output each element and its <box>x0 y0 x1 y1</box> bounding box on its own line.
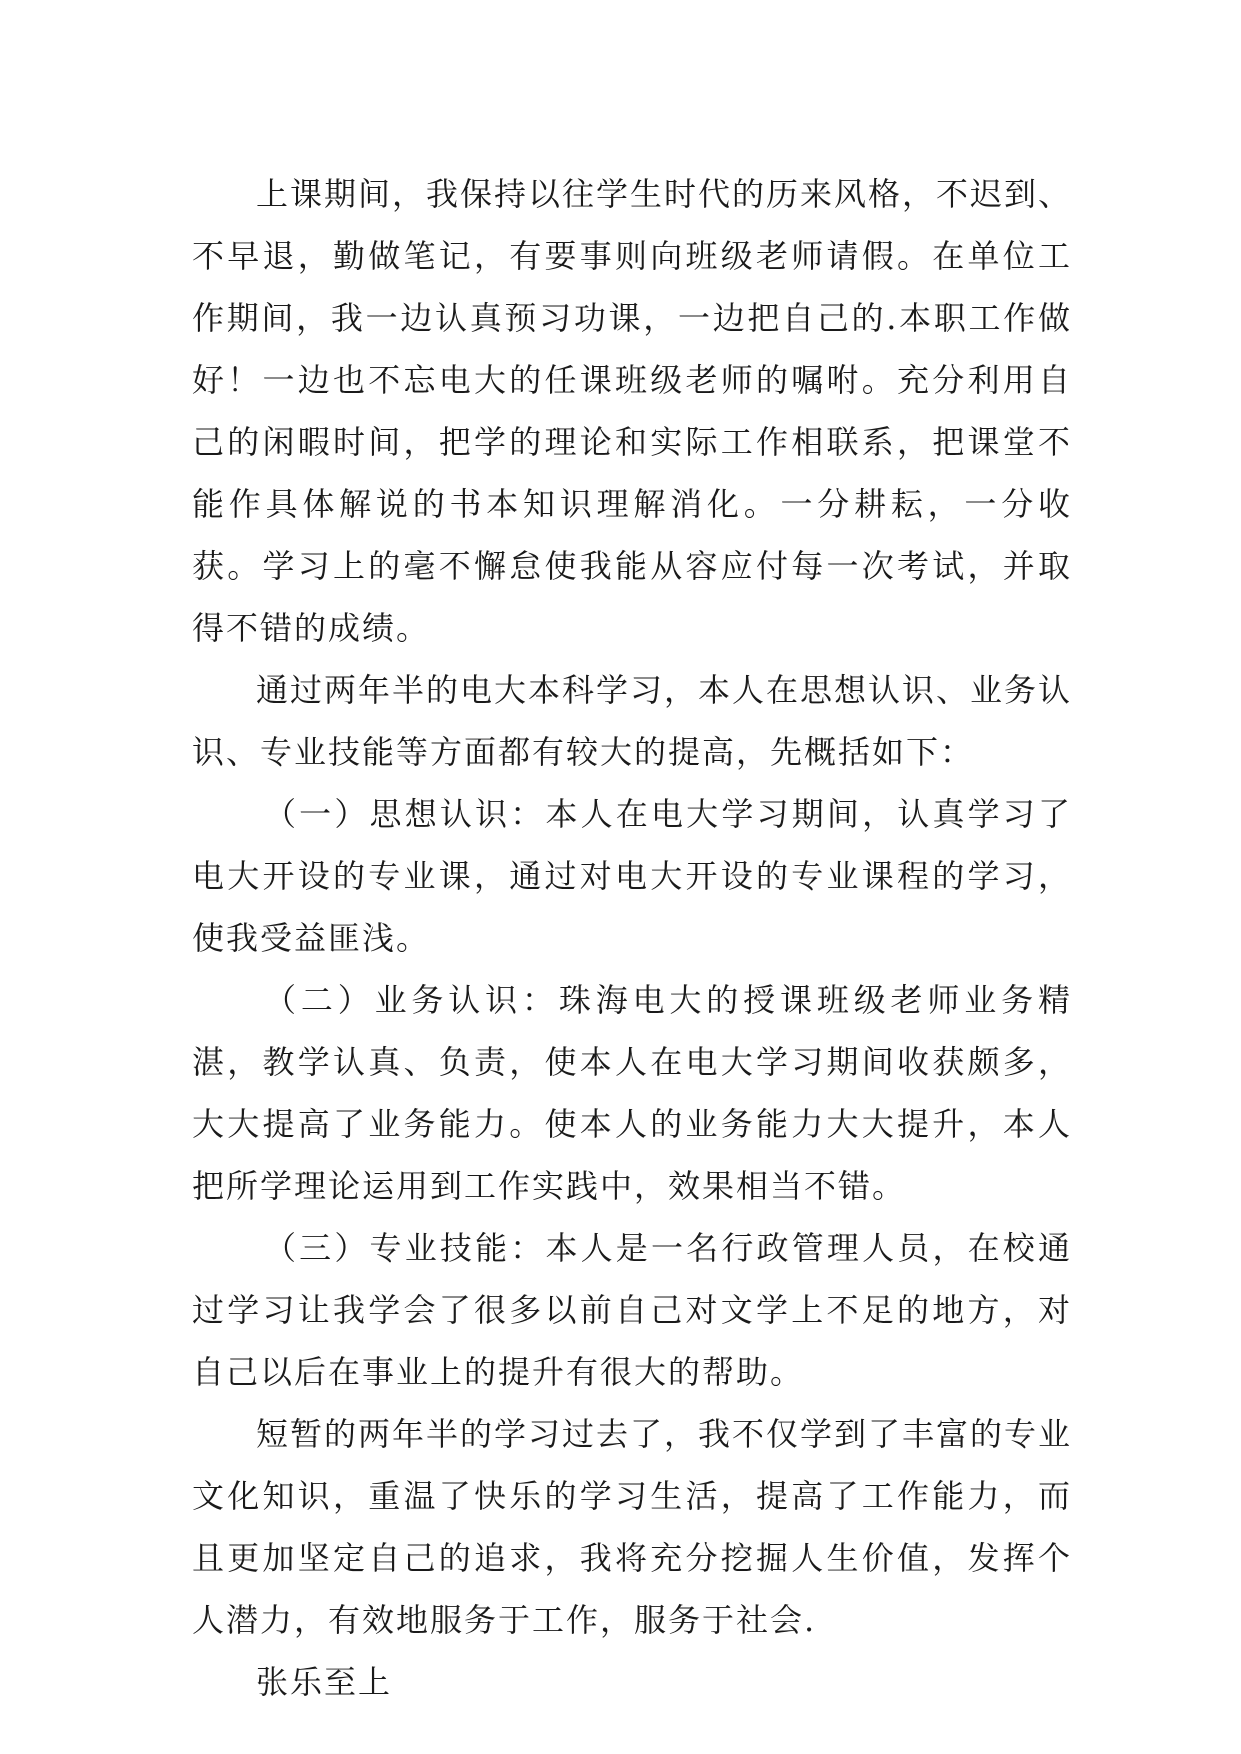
paragraph-conclusion: 短暂的两年半的学习过去了，我不仅学到了丰富的专业文化知识，重温了快乐的学习生活，提高了工作能力，而且更加坚定自己的追求，我将充分挖掘人生价值，发挥个人潜力，有效地服务于工作，服务于社会. <box>192 1415 1073 1639</box>
paragraph-summary-intro: 通过两年半的电大本科学习，本人在思想认识、业务认识、专业技能等方面都有较大的提高，先概括如下： <box>192 671 1073 771</box>
paragraph-business-understanding: （二）业务认识：珠海电大的授课班级老师业务精湛，教学认真、负责，使本人在电大学习期间收获颇多，大大提高了业务能力。使本人的业务能力大大提升，本人把所学理论运用到工作实践中，效果相当不错。 <box>192 981 1072 1205</box>
signature: 张乐至上 <box>256 1663 393 1701</box>
document-body <box>192 163 1072 1713</box>
paragraph-professional-skills: （三）专业技能：本人是一名行政管理人员，在校通过学习让我学会了很多以前自己对文学上不足的地方，对自己以后在事业上的提升有很大的帮助。 <box>192 1229 1072 1391</box>
paragraph-study-attendance: 上课期间，我保持以往学生时代的历来风格，不迟到、不早退，勤做笔记，有要事则向班级老师请假。在单位工作期间，我一边认真预习功课，一边把自己的.本职工作做好！一边也不忘电大的任课班级老师的嘱咐。充分利用自己的闲暇时间，把学的理论和实际工作相联系，把课堂不能作具体解说的书本知识理解消化。一分耕耘，一分收获。学习上的毫不懈怠使我能从容应付每一次考试，并取得不错的成绩。 <box>192 175 1073 647</box>
paragraph-ideological-understanding: （一）思想认识：本人在电大学习期间，认真学习了电大开设的专业课，通过对电大开设的专业课程的学习，使我受益匪浅。 <box>192 795 1072 957</box>
